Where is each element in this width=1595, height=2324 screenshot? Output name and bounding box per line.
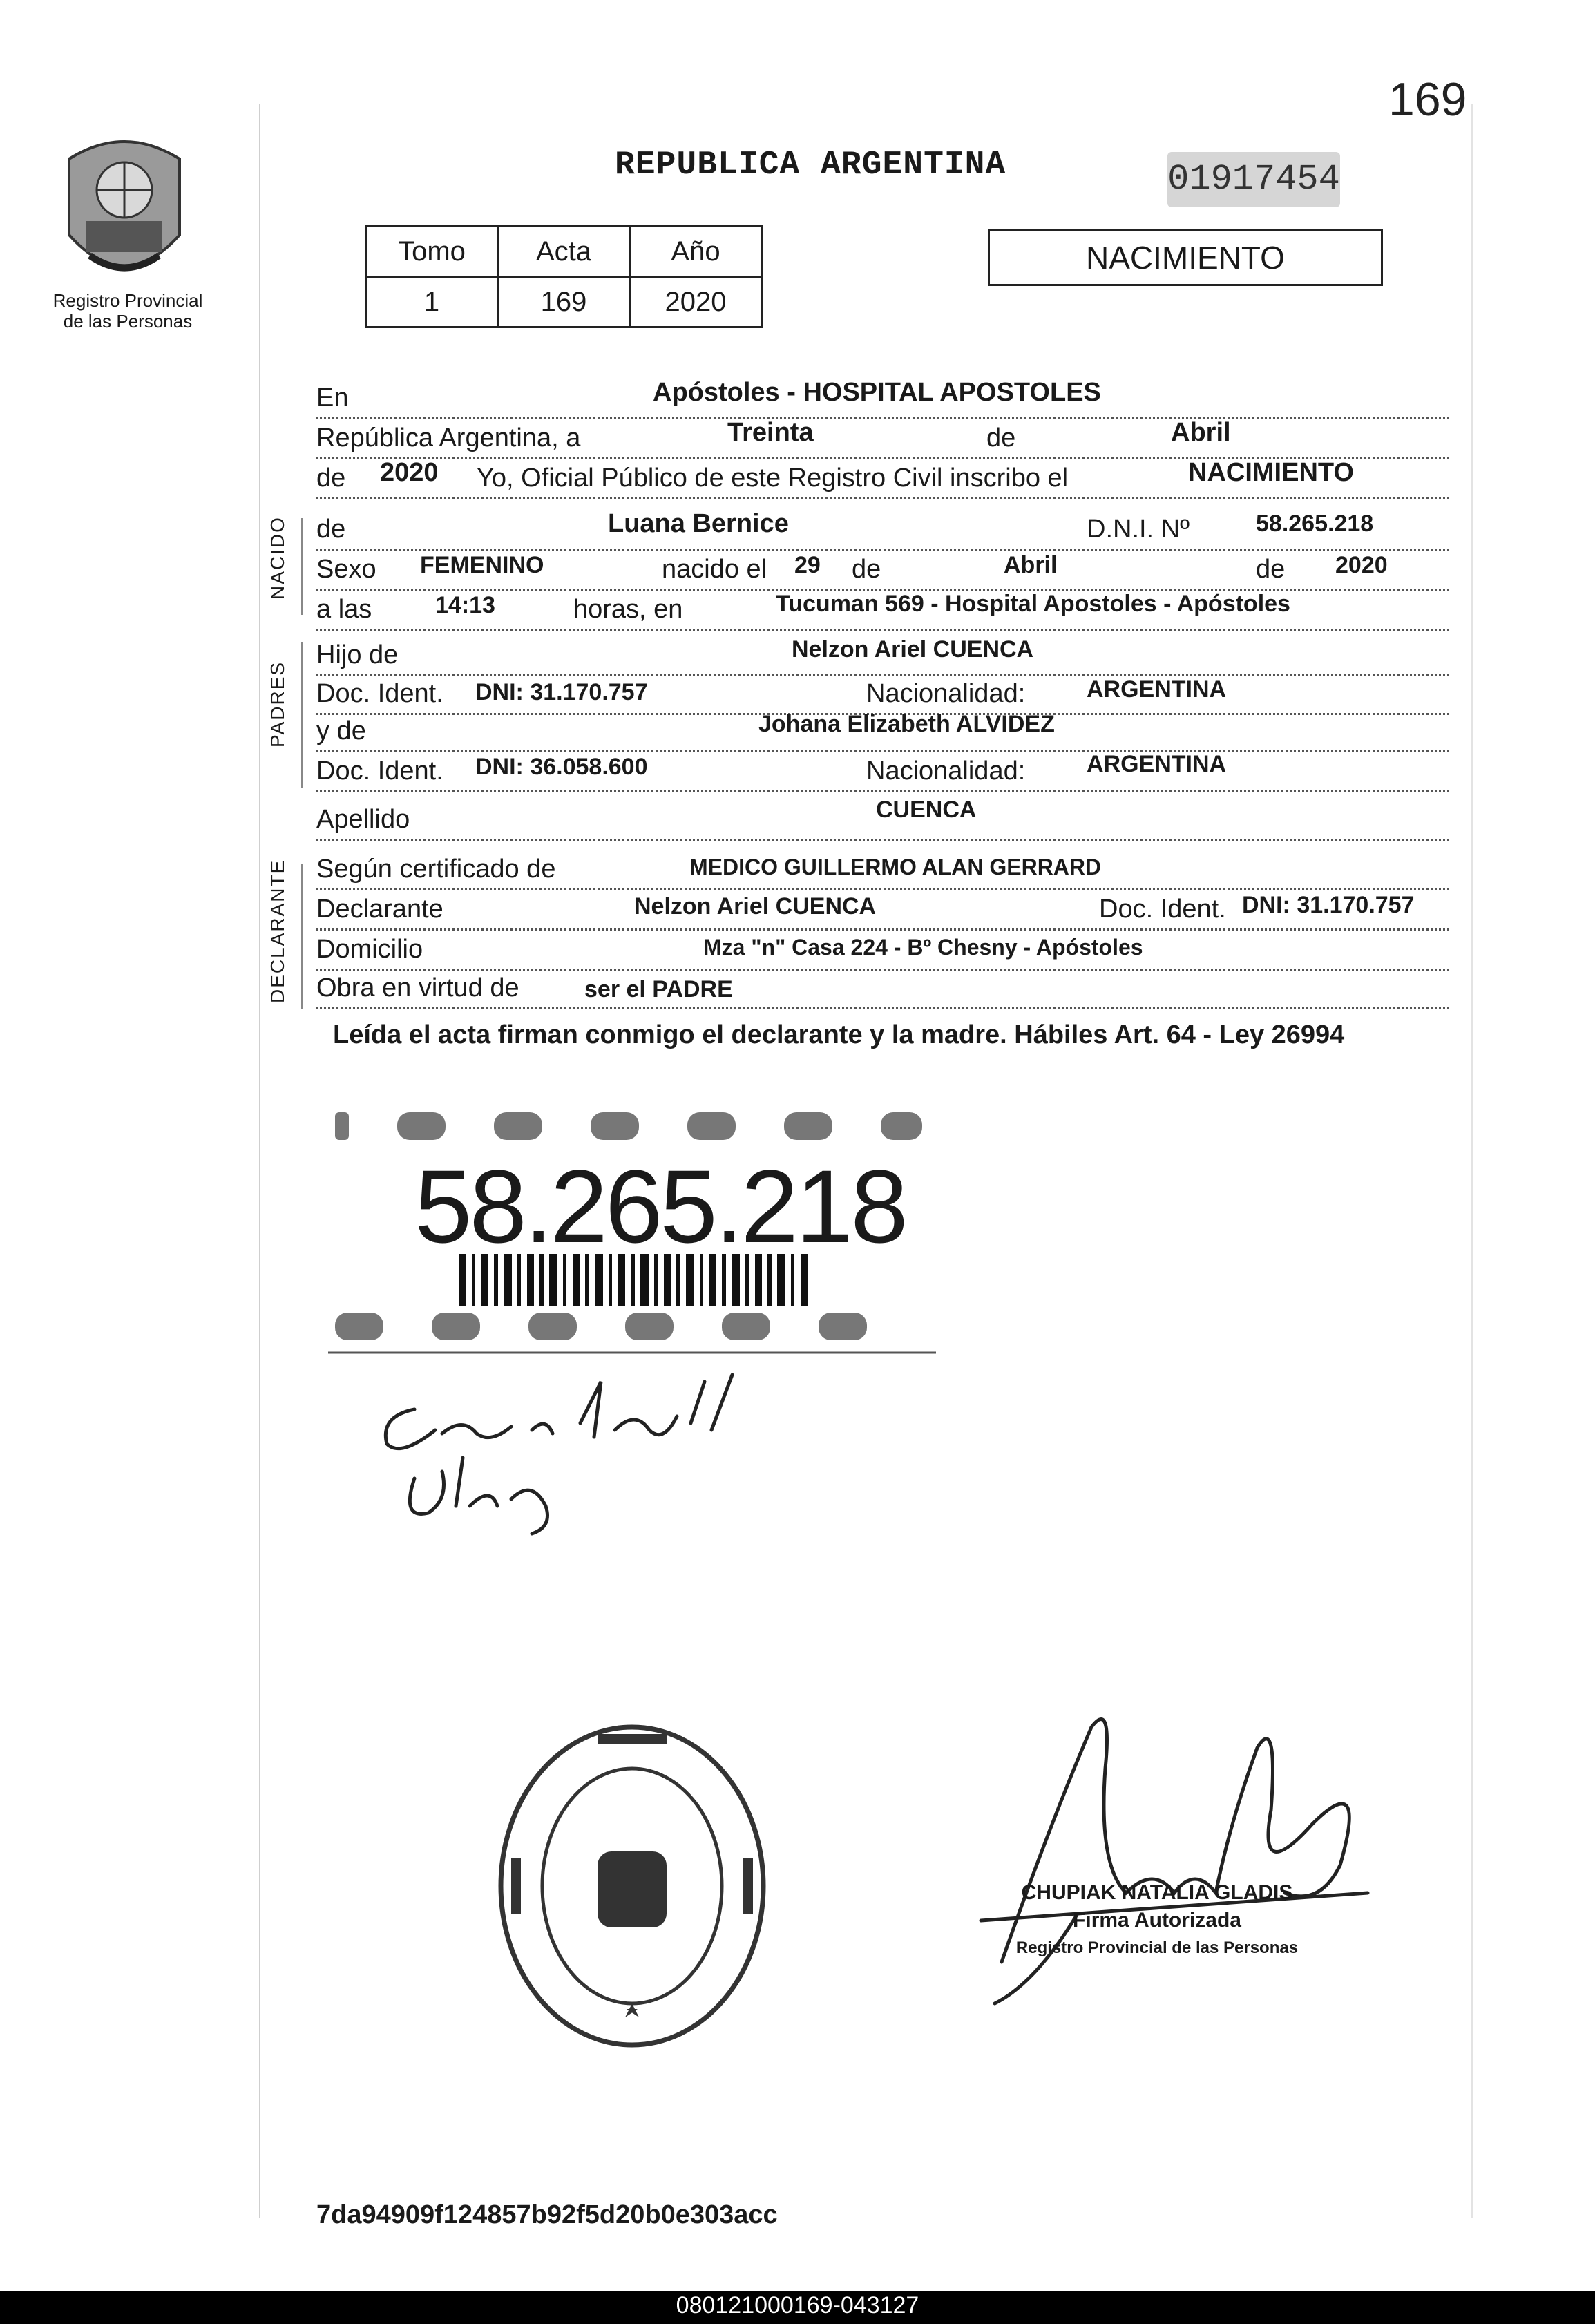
record-line-apellido [316,794,1449,841]
record-line-madre-doc [316,746,1449,792]
record-line-nombre [316,504,1449,551]
field-label: y de [316,716,366,745]
field-label: Declarante [316,895,443,924]
field-value: 58.265.218 [1256,511,1374,537]
field-label: de [316,515,346,544]
field-value: Nelzon Ariel CUENCA [634,893,877,920]
field-label: Nacionalidad: [866,679,1026,708]
field-label: de [1256,555,1286,584]
field-label: Yo, Oficial Público de este Registro Civil inscribo el [477,464,1069,493]
signature-official-icon [953,1686,1382,2031]
official-name: CHUPIAK NATALIA GLADIS [1021,1881,1293,1904]
record-line-fecha [316,413,1449,459]
page-number: 169 [1388,73,1467,126]
field-value: ser el PADRE [584,976,733,1002]
table-header: Tomo [366,227,498,277]
field-label: Sexo [316,555,376,584]
official-role: Firma Autorizada [1073,1909,1241,1932]
table-header: Acta [498,227,630,277]
field-value: ARGENTINA [1087,676,1227,703]
table-cell: 169 [498,277,630,327]
field-value: 29 [794,552,821,578]
field-label: de [852,555,881,584]
registry-table [365,225,763,328]
closing-text: Leída el acta firman conmigo el declarante y la madre. Hábiles Art. 64 - Ley 26994 [333,1020,1345,1049]
side-label-declarante: DECLARANTE [267,859,288,1003]
record-line-hora [316,584,1449,631]
official-entity: Registro Provincial de las Personas [1015,1939,1299,1957]
field-value: DNI: 31.170.757 [475,679,648,705]
field-value: NACIMIENTO [1188,458,1354,487]
record-type: NACIMIENTO [988,229,1383,286]
serial-number: 01917454 [1167,152,1340,207]
field-label: Doc. Ident. [316,679,443,708]
field-value: Luana Bernice [608,509,789,538]
record-line-sexo [316,544,1449,591]
official-stamp-icon [494,1720,770,2052]
field-value: Abril [1171,418,1231,447]
section-bracket [301,864,303,1009]
document-hash: 7da94909f124857b92f5d20b0e303acc [316,2200,778,2229]
document-title: REPUBLICA ARGENTINA [615,146,1006,184]
record-line-inscribo [316,453,1449,499]
field-value: 14:13 [435,592,495,618]
field-label: Domicilio [316,935,423,964]
record-line-obra [316,963,1449,1009]
field-label: Doc. Ident. [1099,895,1226,924]
field-value: MEDICO GUILLERMO ALAN GERRARD [689,855,1102,879]
side-label-padres: PADRES [267,660,288,747]
footer-code: 080121000169-043127 [676,2292,919,2318]
margin-rule-left [259,104,260,2218]
province-seal-icon [55,131,193,290]
record-line-certificado [316,844,1449,890]
field-value: Johana Elizabeth ALVIDEZ [758,711,1055,737]
field-label: Hijo de [316,640,399,669]
section-bracket [301,642,303,788]
record-line-en [316,373,1449,419]
record-line-declarante [316,884,1449,931]
field-value: Apóstoles - HOSPITAL APOSTOLES [653,378,1101,407]
barcode-number: 58.265.218 [414,1148,906,1264]
table-cell: 1 [366,277,498,327]
field-label: nacido el [662,555,767,584]
signature-declarante-icon [373,1368,857,1547]
field-label: Obra en virtud de [316,973,519,1002]
field-label: D.N.I. Nº [1087,515,1190,544]
seal-caption-line2: de las Personas [63,311,193,332]
field-value: Nelzon Ariel CUENCA [792,636,1034,663]
field-value: ARGENTINA [1087,751,1227,777]
table-cell: 2020 [630,277,762,327]
field-label: Apellido [316,805,410,834]
field-value: Abril [1004,552,1058,578]
field-value: 2020 [380,458,439,487]
field-value: 2020 [1335,552,1388,578]
field-label: de [316,464,346,493]
field-value: DNI: 31.170.757 [1242,892,1415,918]
official-block [977,1879,1337,1962]
side-label-nacido: NACIDO [267,516,288,600]
record-line-madre [316,706,1449,752]
field-value: FEMENINO [420,552,544,578]
field-value: DNI: 36.058.600 [475,754,648,780]
seal-caption-line1: Registro Provincial [52,290,203,311]
field-label: Doc. Ident. [316,756,443,785]
field-value: CUENCA [876,797,977,823]
section-bracket [301,518,303,615]
field-label: a las [316,595,372,624]
field-label: horas, en [573,595,683,624]
field-label: Según certificado de [316,855,556,884]
field-value: Tucuman 569 - Hospital Apostoles - Apóstoles [776,591,1290,617]
margin-rule-right [1471,104,1473,2218]
field-label: En [316,383,349,412]
field-value: Treinta [727,418,814,447]
field-label: República Argentina, a [316,423,581,453]
table-header: Año [630,227,762,277]
seal-caption [28,290,228,332]
field-value: Mza "n" Casa 224 - Bº Chesny - Apóstoles [703,935,1143,960]
field-label: de [986,423,1016,453]
field-label: Nacionalidad: [866,756,1026,785]
